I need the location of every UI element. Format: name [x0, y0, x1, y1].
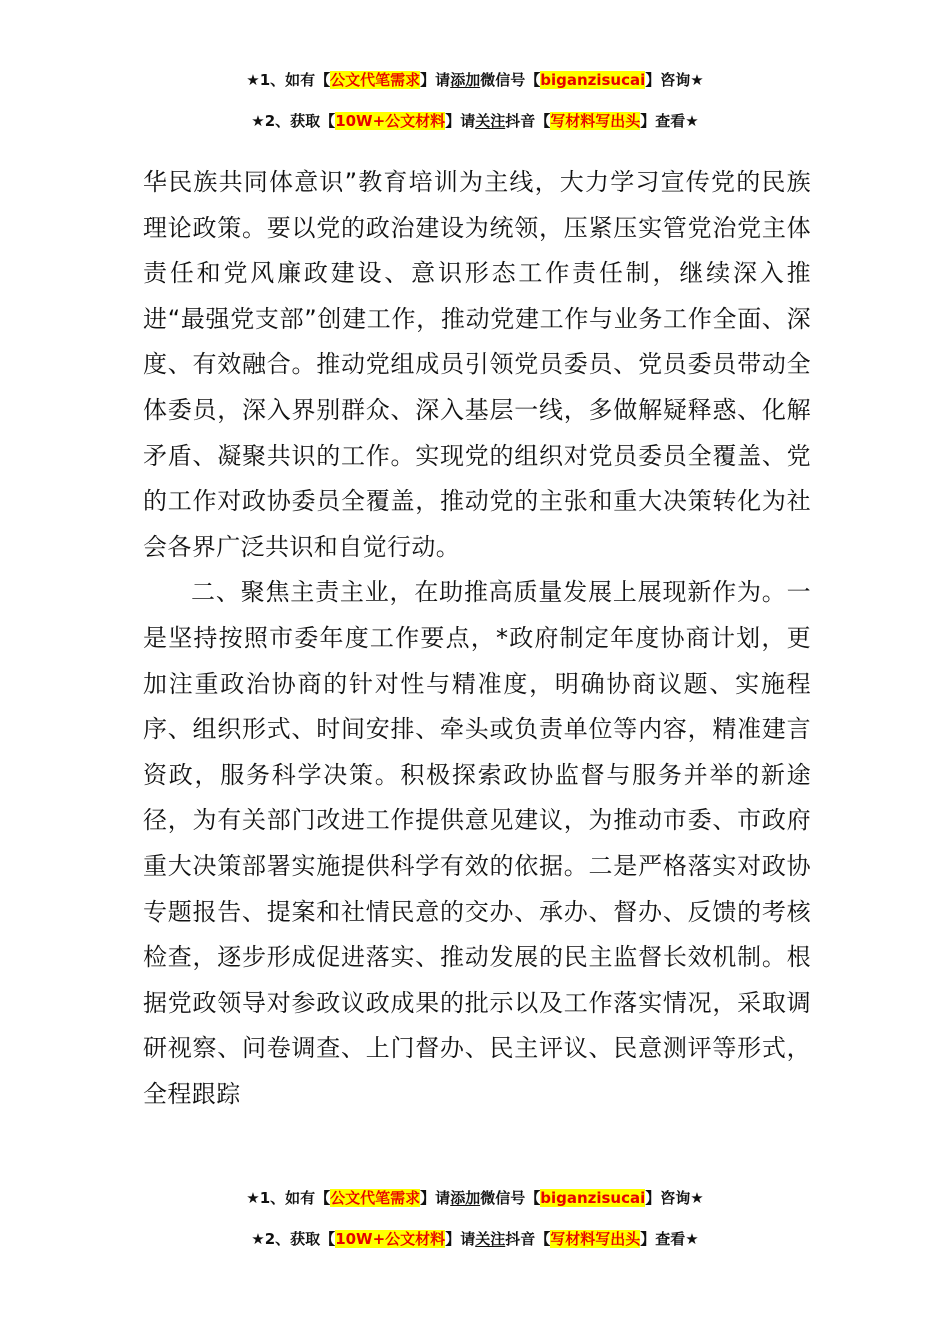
- banner-highlight: 写材料写出头: [550, 1230, 641, 1248]
- banner-text: 】查看★: [640, 1230, 699, 1248]
- banner-text: 抖音【: [505, 112, 551, 130]
- banner-text: ★2、获取【: [251, 1230, 336, 1248]
- banner-highlight: biganzisucai: [540, 1189, 646, 1207]
- banner-underlined: 关注: [475, 112, 506, 130]
- banner-text: 微信号【: [480, 1189, 541, 1207]
- header-banner-line-1: [0, 70, 950, 90]
- banner-text: 】咨询★: [645, 71, 704, 89]
- banner-text: 】请: [445, 112, 476, 130]
- banner-text: 抖音【: [505, 1230, 551, 1248]
- banner-underlined: 关注: [475, 1230, 506, 1248]
- banner-text: 微信号【: [480, 71, 541, 89]
- banner-underlined: 添加: [450, 1189, 481, 1207]
- banner-text: 】请: [445, 1230, 476, 1248]
- banner-text: 】请: [420, 1189, 451, 1207]
- banner-highlight: 公文代笔需求: [330, 71, 421, 89]
- banner-text: 】请: [420, 71, 451, 89]
- banner-text: ★1、如有【: [246, 71, 331, 89]
- document-body: [143, 160, 811, 1117]
- banner-highlight: 10W+公文材料: [335, 112, 446, 130]
- banner-highlight: 公文代笔需求: [330, 1189, 421, 1207]
- banner-text: 】咨询★: [645, 1189, 704, 1207]
- banner-underlined: 添加: [450, 71, 481, 89]
- banner-text: 】查看★: [640, 112, 699, 130]
- banner-text: ★1、如有【: [246, 1189, 331, 1207]
- banner-highlight: 10W+公文材料: [335, 1230, 446, 1248]
- banner-highlight: 写材料写出头: [550, 112, 641, 130]
- banner-highlight: biganzisucai: [540, 71, 646, 89]
- footer-banner-line-1: [0, 1188, 950, 1208]
- banner-text: ★2、获取【: [251, 112, 336, 130]
- footer-banner-line-2: [0, 1229, 950, 1249]
- header-banner-line-2: [0, 111, 950, 131]
- paragraph-2: 二、聚焦主责主业，在助推高质量发展上展现新作为。一是坚持按照市委年度工作要点，*政府制定年度协商计划，更加注重政治协商的针对性与精准度，明确协商议题、实施程序、组织形式、时间安排、牵头或负责单位等内容，精准建言资政，服务科学决策。积极探索政协监督与服务并举的新途径，为有关部门改进工作提供意见建议，为推动市委、市政府重大决策部署实施提供科学有效的依据。二是严格落实对政协专题报告、提案和社情民意的交办、承办、督办、反馈的考核检查，逐步形成促进落实、推动发展的民主监督长效机制。根据党政领导对参政议政成果的批示以及工作落实情况，采取调研视察、问卷调查、上门督办、民主评议、民意测评等形式，全程跟踪: [143, 578, 811, 1108]
- paragraph-1: 华民族共同体意识”教育培训为主线，大力学习宣传党的民族理论政策。要以党的政治建设为统领，压紧压实管党治党主体责任和党风廉政建设、意识形态工作责任制，继续深入推进“最强党支部”创建工作，推动党建工作与业务工作全面、深度、有效融合。推动党组成员引领党员委员、党员委员带动全体委员，深入界别群众、深入基层一线，多做解疑释惑、化解矛盾、凝聚共识的工作。实现党的组织对党员委员全覆盖、党的工作对政协委员全覆盖，推动党的主张和重大决策转化为社会各界广泛共识和自觉行动。: [143, 168, 811, 561]
